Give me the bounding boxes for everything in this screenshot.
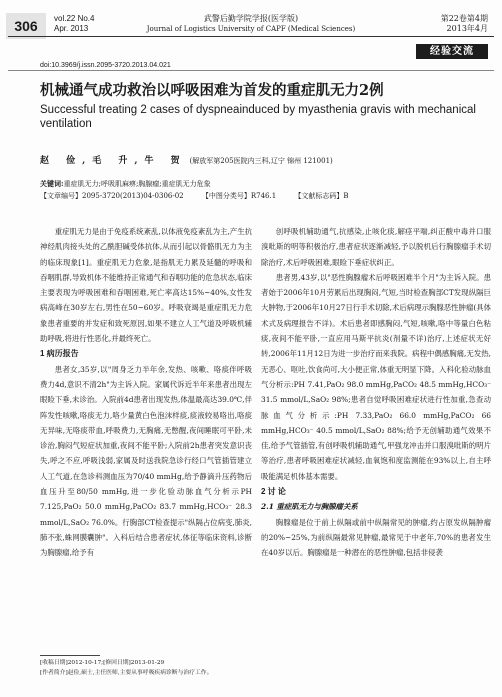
footnote xyxy=(40,658,252,678)
volume-info-cn: 第22卷第4期 xyxy=(440,14,488,23)
article-meta xyxy=(40,191,365,201)
article-number: 【文章编号】2095-3720(2013)04-0306-02 xyxy=(40,192,184,200)
journal-name-en: Journal of Logistics University of CAPF (Medical Sciences) xyxy=(146,25,356,33)
section-heading: 1 病历报告 xyxy=(40,349,79,359)
clc-number: 【中图分类号】R746.1 xyxy=(201,192,277,200)
journal-name-cn: 武警后勤学院学报(医学版) xyxy=(203,14,299,23)
volume-info: vol.22 No.4 xyxy=(54,14,95,23)
body-paragraph: 患者女,35岁,以"周身乏力半年余,发热、咳嗽、咯痰伴呼吸费力4d,意识不清2h"为主诉入院。家属代诉近半年来患者出现左眼睑下垂,未诊治。入院前4d患者出现发热,体温最高达39.0℃,伴阵发性咳嗽,咯痰无力,咯少量黄白色泡沫样痰,痰液较易咯出,咯痰无异味,无咯痰带血,呼吸费力,无胸痛,无憋醒,夜间睡眠可平卧,未诊治,胸闷气短症状加重,夜间不能平卧;入院前2h患者突发意识丧失,呼之不应,呼吸浅弱,家属及时送我院急诊行经口气管插管建立人工气道,在急诊科测血压为70/40 mmHg,给予静滴升压药物后血压升至80/50 mmHg,进一步化验动脉血气分析示PH 7.125,PaO₂ 50.0 mmHg,PaCO₂ 83.7 mmHg,HCO₃⁻ 28.3 mmol/L,SaO₂ 76.0%。行胸部CT检查提示"纵隔占位病变,肺炎,肺不张,蛛网膜囊肿"。入科后结合患者症状,体征等临床资料,诊断为胸腺瘤,给予有 xyxy=(40,364,252,558)
footnote-divider xyxy=(40,655,100,656)
keywords-line xyxy=(40,179,211,189)
document-code: 【文献标志码】B xyxy=(294,192,349,200)
body-paragraph: 重症肌无力是由于免疫系统紊乱,以体液免疫紊乱为主,产生抗神经肌肉接头处的乙酰胆碱受体抗体,从而引起以骨骼肌无力为主的临床现象[1]。重症肌无力危象,是指肌无力累及延髓的呼吸和吞咽肌群,导致机体不能维持正常通气和吞咽功能的危急状态,临床主要表现为呼吸困难和吞咽困难,死亡率高达15%~40%,女性发病高峰在30岁左右,男性在50~60岁。呼吸衰竭是重症肌无力危象患者重要的并发症和致死原因,如果不建立人工气道及呼吸机辅助呼吸,将进行性恶化,并最终死亡。 xyxy=(40,227,252,344)
author-affiliation: (解放军第205医院内三科,辽宁 锦州 121001) xyxy=(189,157,333,165)
footnote-dates: [收稿日期]2012-10-17;[修回日期]2013-01-29 xyxy=(40,660,165,666)
journal-header xyxy=(0,14,502,34)
doi-line: doi:10.3969/j.issn.2095-3720.2013.04.021 xyxy=(40,62,171,69)
body-paragraph: 胸腺瘤是位于前上纵隔或前中纵隔常见的肿瘤,约占原发纵隔肿瘤的20%~25%,为前纵隔最常见肿瘤,最常见于中老年,70%的患者发生在40岁以后。胸腺瘤是一种潜在的恶性肿瘤,包括非侵袭 xyxy=(261,517,491,558)
keywords-text: 重症肌无力;呼吸肌麻痹;胸腺瘤;重症肌无力危象 xyxy=(63,180,211,188)
body-column-left xyxy=(40,224,252,561)
doi-divider xyxy=(8,70,494,71)
issue-date-cn: 2013年4月 xyxy=(446,24,488,33)
article-title-en: Successful treating 2 cases of dyspneainduced by myasthenia gravis with mechanical ventilation xyxy=(40,104,476,130)
subsection-heading: 2.1 重症肌无力与胸腺瘤关系 xyxy=(261,502,358,512)
header-divider xyxy=(8,36,494,37)
body-paragraph: 患者男,43岁,以"恶性胸腺瘤术后呼吸困难半个月"为主诉入院。患者始于2006年10月劳累后出现胸闷,气短,当时检查胸部CT发现纵隔巨大肿物,于2006年10月27日行手术切除,术后病理示胸腺恶性肿瘤(具体术式及病理报告不详)。术后患者即感胸闷,气短,咳嗽,咯中等量白色粘痰,夜间不能平卧,一直应用马斯平抗炎(剂量不详)治疗,上述症状无好转,2006年11月12日为进一步治疗而来我院。病程中偶感胸痛,无发热,无恶心、呕吐,饮食尚可,大小便正常,体重无明显下降。入科化验动脉血气分析示:PH 7.41,PaO₂ 98.0 mmHg,PaCO₂ 48.5 mmHg,HCO₃⁻ 31.5 mmol/L,SaO₂ 98%;患者自觉呼吸困难症状进行性加重,急查动脉血气分析示:PH 7.33,PaO₂ 66.0 mmHg,PaCO₂ 66 mmHg,HCO₃⁻ 40.5 mmol/L,SaO₂ 88%;给予无创辅助通气效果不佳,给予气管插管,有创呼吸机辅助通气,甲强龙冲击并口服溴吡斯的明片等治疗,患者呼吸困难症状减轻,血氧饱和度监测能在93%以上,自主呼吸能满足机体基本需要。 xyxy=(261,272,491,481)
author-line xyxy=(40,153,333,166)
section-badge: 经验交流 xyxy=(416,44,488,59)
section-heading: 2 讨 论 xyxy=(261,487,286,497)
page-number: 306 xyxy=(6,13,46,39)
author-names: 赵 俭,毛 升,牛 贺 xyxy=(40,156,187,166)
keywords-label: 关键词: xyxy=(40,179,64,188)
body-column-right xyxy=(261,224,491,561)
footnote-author: [作者简介]赵俭,硕士,主任医师,主要从事呼吸疾病诊断与治疗工作。 xyxy=(40,670,213,676)
header-right xyxy=(441,14,488,34)
article-title-cn: 机械通气成功救治以呼吸困难为首发的重症肌无力2例 xyxy=(40,82,384,99)
body-paragraph: 创呼吸机辅助通气,抗感染,止咳化痰,解痉平喘,纠正酸中毒并口服溴吡斯的明等积极治疗,患者症状逐渐减轻,予以脱机后行胸腺瘤手术切除治疗,术后呼吸困难,眼睑下垂症状纠正。 xyxy=(261,227,491,267)
issue-date-en: Apr. 2013 xyxy=(54,24,89,33)
